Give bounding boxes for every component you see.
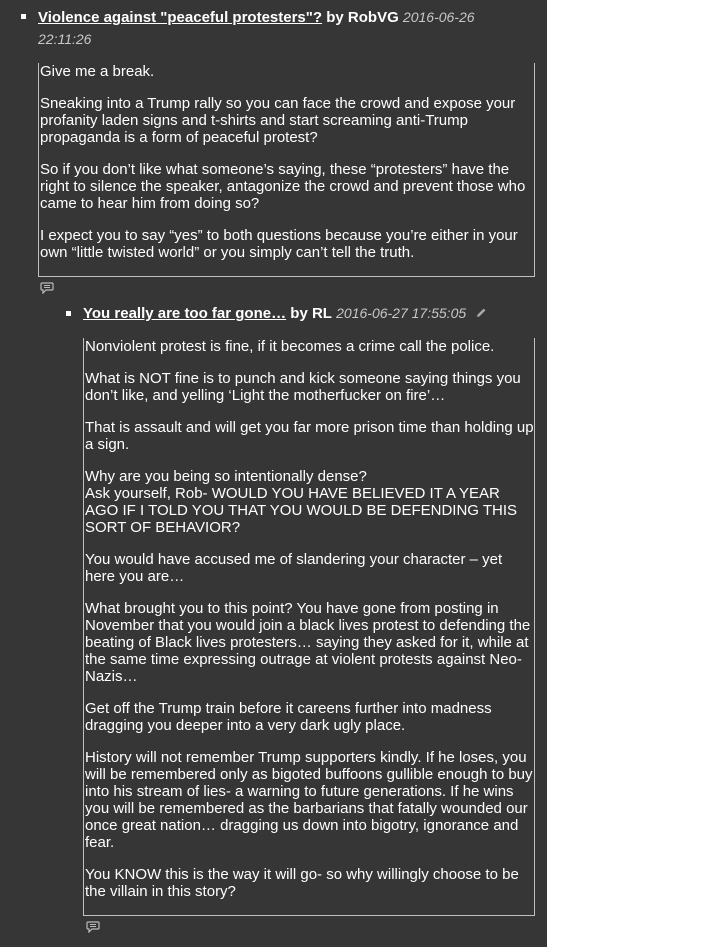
comment-paragraph: Give me a break. — [40, 63, 155, 80]
comment-author: RL — [311, 305, 332, 322]
list-bullet — [66, 311, 71, 316]
by-label: by — [290, 305, 308, 322]
comment-header — [38, 6, 508, 29]
comment-paragraph: History will not remember Trump supporters kindly. If he loses, you will be remembered only as bigoted buffoons gullible enough to buy into his stream of lies- a warning to future generations. If he wins you will be remembered as the barbarians that fatally wounded our once great nation… dragging us down into bigotry, ignorance and fear. — [85, 749, 533, 851]
comment-paragraph: I expect you to say “yes” to both questions because you’re either in your own “little twisted world” or you simply can’t tell the truth. — [40, 227, 518, 261]
comment-date: 2016-06-27 17:55:05 — [336, 305, 467, 321]
by-label: by — [326, 9, 344, 26]
comment-paragraph: So if you don’t like what someone’s saying, these “protesters” have the right to silence the speaker, antagonize the crowd and prevent those who came to hear him from doing so? — [40, 161, 526, 212]
comment-paragraph: Why are you being so intentionally dense? Ask yourself, Rob- WOULD YOU HAVE BELIEVED IT A YEAR AGO IF I TOLD YOU THAT YOU WOULD BE DEFENDING THIS SORT OF BEHAVIOR? — [85, 468, 518, 536]
comment-paragraph: You would have accused me of slandering your character – yet here you are… — [85, 551, 503, 585]
comment-paragraph: What is NOT fine is to punch and kick someone saying things you don’t like, and yelling ‘Light the motherfucker on fire’… — [85, 370, 521, 404]
comment-paragraph: Get off the Trump train before it careens further into madness dragging you deeper into a very dark ugly place. — [85, 700, 492, 734]
comment-title-link[interactable]: You really are too far gone… — [83, 305, 287, 322]
pencil-icon[interactable] — [475, 307, 487, 319]
list-bullet — [21, 14, 26, 19]
comment-date: 2016-06-26 — [402, 9, 475, 25]
comment-paragraph: Nonviolent protest is fine, if it becomes a crime call the police. — [85, 338, 495, 355]
reply-icon[interactable] — [86, 921, 100, 933]
reply-icon[interactable] — [40, 282, 54, 294]
comment-header — [83, 302, 523, 325]
comment-time-line — [38, 28, 91, 51]
comment-paragraph: What brought you to this point? You have gone from posting in November that you would join a black lives protest to defending the beating of Black lives protesters… saying they asked for it, while at the same time expressing outrage at violent protests against Neo-Nazis… — [85, 600, 531, 685]
comment-time: 22:11:26 — [38, 31, 92, 47]
comment-body — [38, 63, 535, 277]
comment-author: RobVG — [347, 9, 399, 26]
comment-body — [83, 338, 535, 916]
comment-paragraph: You KNOW this is the way it will go- so why willingly choose to be the villain in this story? — [85, 866, 519, 900]
comment-paragraph: Sneaking into a Trump rally so you can face the crowd and expose your profanity laden signs and t-shirts and start screaming anti-Trump propaganda is a form of peaceful protest? — [40, 95, 516, 146]
comment-paragraph: That is assault and will get you far more prison time than holding up a sign. — [85, 419, 534, 453]
comment-title-link[interactable]: Violence against "peaceful protesters"? — [38, 9, 323, 26]
